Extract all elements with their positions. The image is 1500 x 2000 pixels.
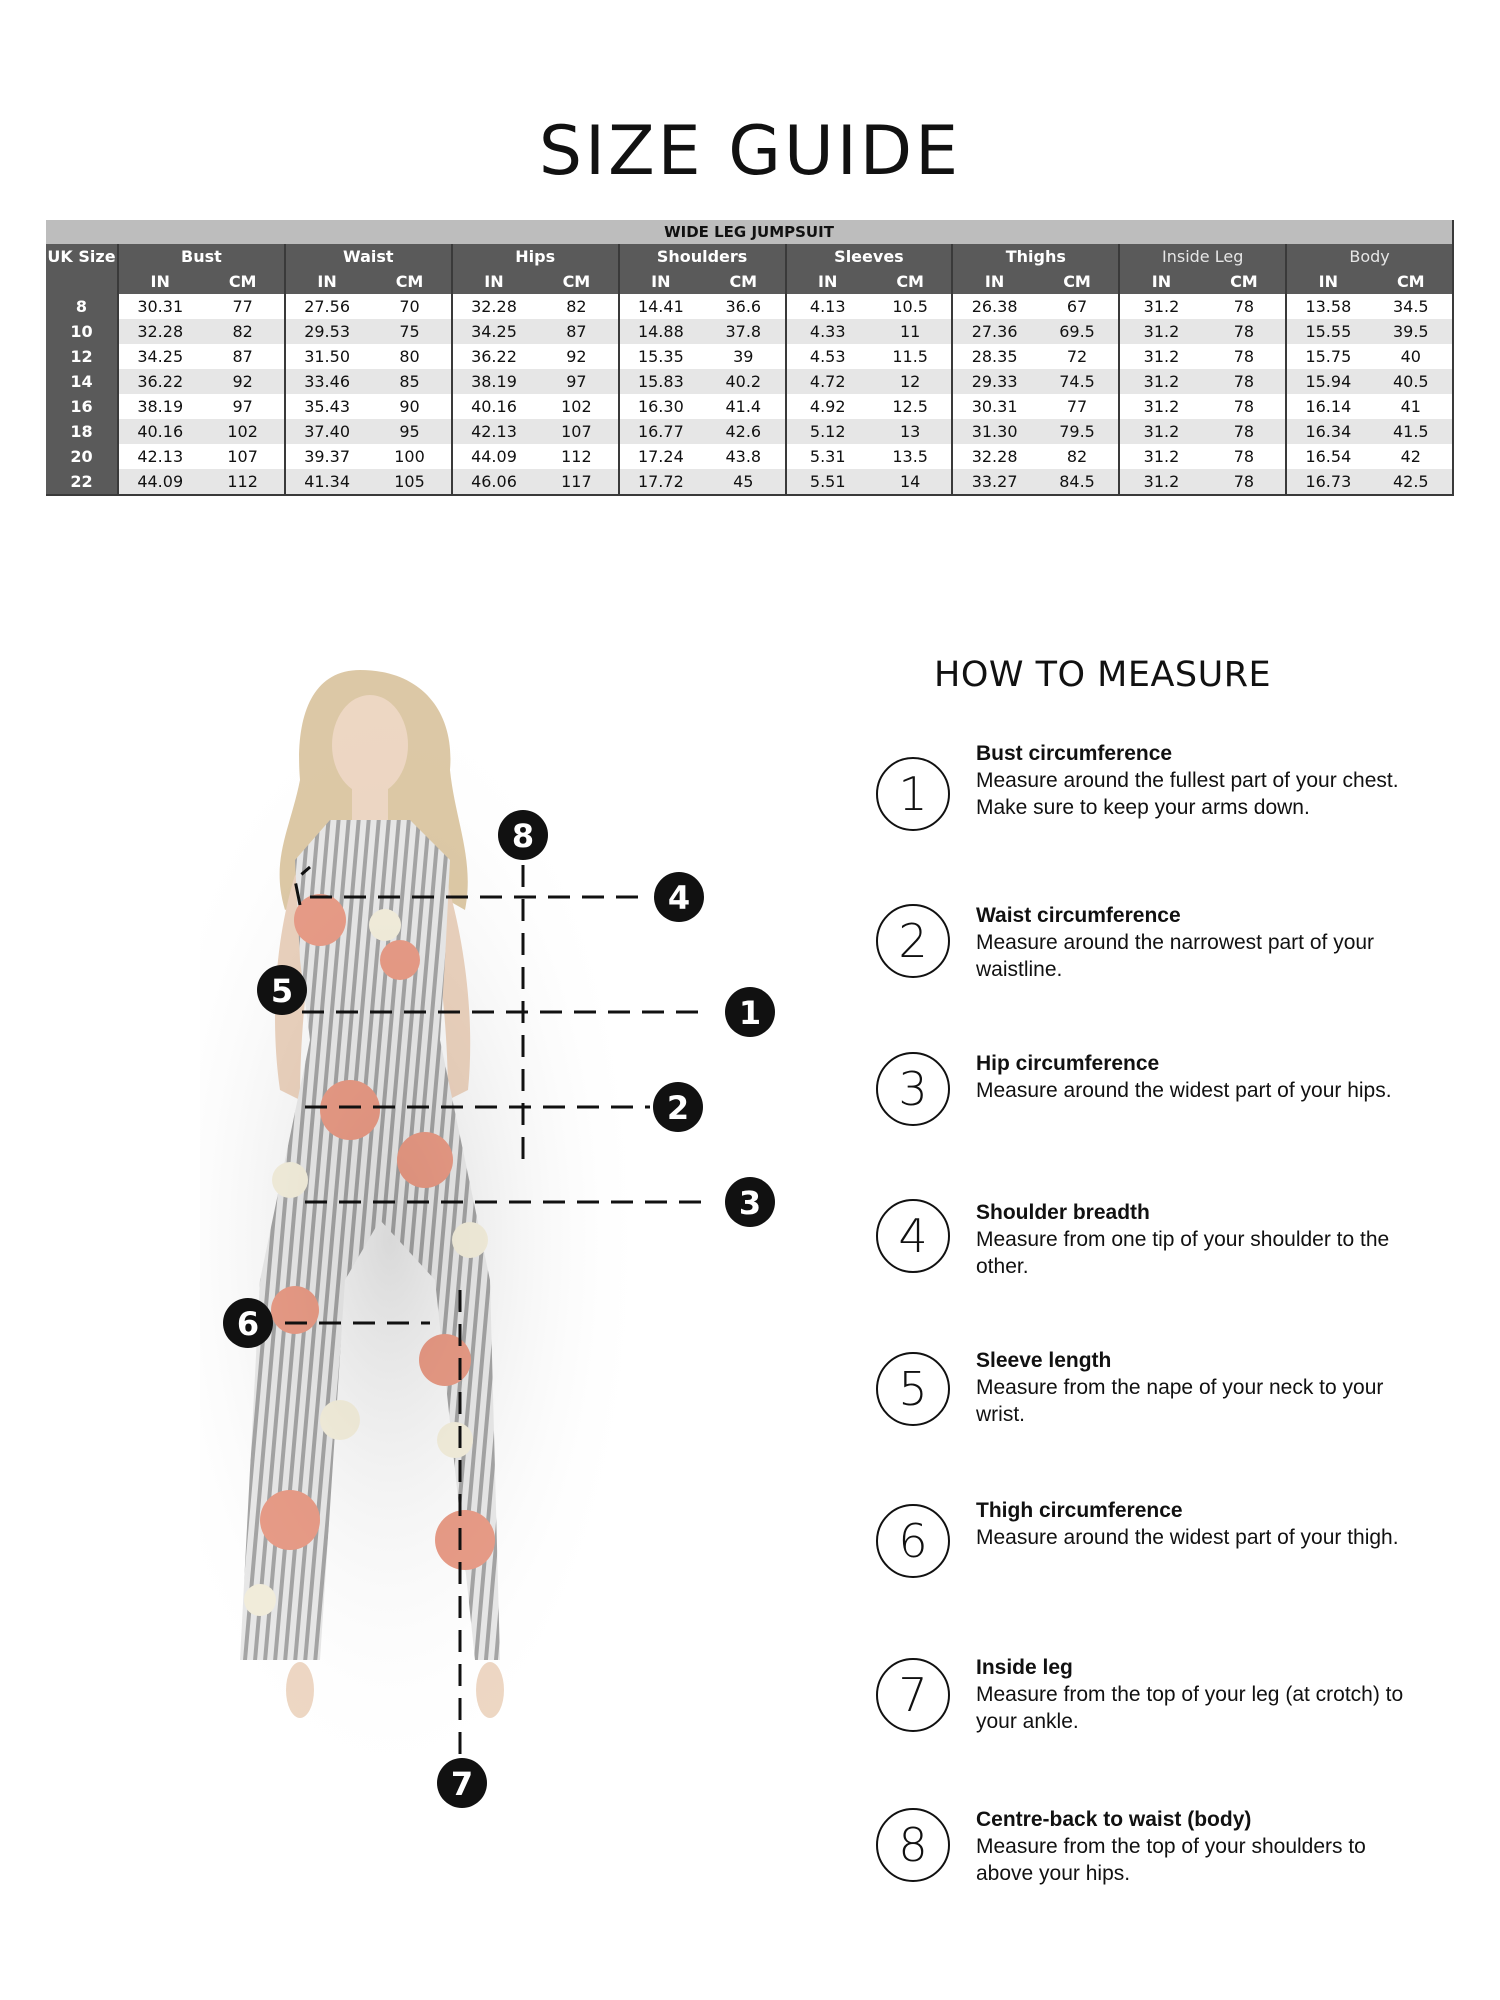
size-cell: 8 [46, 294, 118, 319]
table-cell: 42.5 [1370, 469, 1453, 495]
table-cell: 15.94 [1286, 369, 1369, 394]
table-cell: 10.5 [869, 294, 952, 319]
table-cell: 15.55 [1286, 319, 1369, 344]
table-cell: 78 [1203, 469, 1286, 495]
table-cell: 29.33 [952, 369, 1035, 394]
table-cell: 42.6 [702, 419, 785, 444]
page-title: SIZE GUIDE [538, 112, 962, 191]
table-cell: 78 [1203, 344, 1286, 369]
table-cell: 87 [535, 319, 618, 344]
table-cell: 36.6 [702, 294, 785, 319]
unit-header-cm: CM [869, 269, 952, 294]
step-number-3: 3 [876, 1052, 950, 1126]
table-cell: 35.43 [285, 394, 368, 419]
table-cell: 70 [368, 294, 451, 319]
table-cell: 16.14 [1286, 394, 1369, 419]
step-heading: Thigh circumference [976, 1499, 1183, 1522]
table-cell: 39.37 [285, 444, 368, 469]
table-cell: 14.88 [619, 319, 702, 344]
unit-header-in: IN [952, 269, 1035, 294]
table-cell: 95 [368, 419, 451, 444]
unit-header-blank [46, 269, 118, 294]
marker-5 [257, 965, 307, 1015]
table-cell: 33.27 [952, 469, 1035, 495]
size-table [46, 220, 1454, 496]
table-cell: 31.2 [1119, 394, 1202, 419]
table-cell: 90 [368, 394, 451, 419]
table-cell: 97 [535, 369, 618, 394]
step-text: Measure around the narrowest part of your waistline. [976, 931, 1375, 981]
unit-header-in: IN [452, 269, 535, 294]
step-number-1: 1 [876, 757, 950, 831]
table-cell: 15.35 [619, 344, 702, 369]
table-cell: 78 [1203, 394, 1286, 419]
step-sleeve [876, 1347, 1436, 1447]
table-cell: 4.53 [786, 344, 869, 369]
unit-header-in: IN [619, 269, 702, 294]
table-cell: 36.22 [452, 344, 535, 369]
table-cell: 14 [869, 469, 952, 495]
table-cell: 112 [535, 444, 618, 469]
table-cell: 30.31 [952, 394, 1035, 419]
table-cell: 44.09 [118, 469, 201, 495]
table-cell: 37.40 [285, 419, 368, 444]
step-text: Measure around the widest part of your hips. [976, 1079, 1392, 1102]
table-cell: 15.83 [619, 369, 702, 394]
step-heading: Sleeve length [976, 1349, 1112, 1372]
marker-1 [725, 987, 775, 1037]
step-body [876, 1806, 1436, 1906]
size-cell: 10 [46, 319, 118, 344]
table-caption-row [46, 220, 1453, 244]
table-cell: 42 [1370, 444, 1453, 469]
size-cell: 16 [46, 394, 118, 419]
table-cell: 31.2 [1119, 469, 1202, 495]
table-cell: 45 [702, 469, 785, 495]
unit-header-cm: CM [368, 269, 451, 294]
unit-header-in: IN [786, 269, 869, 294]
group-header-sleeves: Sleeves [786, 244, 953, 269]
size-header: UK Size [46, 244, 118, 269]
table-cell: 15.75 [1286, 344, 1369, 369]
table-cell: 105 [368, 469, 451, 495]
unit-header-in: IN [1286, 269, 1369, 294]
table-cell: 16.34 [1286, 419, 1369, 444]
table-cell: 41.5 [1370, 419, 1453, 444]
marker-2 [653, 1082, 703, 1132]
table-cell: 78 [1203, 369, 1286, 394]
unit-header-cm: CM [1370, 269, 1453, 294]
table-cell: 39 [702, 344, 785, 369]
size-cell: 22 [46, 469, 118, 495]
group-header-shoulders: Shoulders [619, 244, 786, 269]
unit-header-row [46, 269, 1453, 294]
table-cell: 28.35 [952, 344, 1035, 369]
unit-header-cm: CM [1036, 269, 1119, 294]
table-cell: 40.16 [118, 419, 201, 444]
table-cell: 12 [869, 369, 952, 394]
table-cell: 82 [1036, 444, 1119, 469]
table-cell: 42.13 [118, 444, 201, 469]
table-cell: 92 [535, 344, 618, 369]
table-cell: 102 [201, 419, 284, 444]
marker-3 [725, 1177, 775, 1227]
table-cell: 13.58 [1286, 294, 1369, 319]
table-cell: 27.36 [952, 319, 1035, 344]
table-row [46, 294, 1453, 319]
table-cell: 40.2 [702, 369, 785, 394]
how-to-measure-title: HOW TO MEASURE [934, 655, 1272, 695]
table-cell: 84.5 [1036, 469, 1119, 495]
group-header-thighs: Thighs [952, 244, 1119, 269]
table-cell: 72 [1036, 344, 1119, 369]
size-cell: 14 [46, 369, 118, 394]
table-cell: 31.50 [285, 344, 368, 369]
table-cell: 17.24 [619, 444, 702, 469]
table-row [46, 394, 1453, 419]
svg-text:7: 7 [450, 1765, 474, 1803]
table-cell: 33.46 [285, 369, 368, 394]
table-cell: 67 [1036, 294, 1119, 319]
table-cell: 4.72 [786, 369, 869, 394]
svg-text:1: 1 [738, 994, 762, 1032]
table-cell: 79.5 [1036, 419, 1119, 444]
table-cell: 37.8 [702, 319, 785, 344]
step-text: Measure from the top of your shoulders to above your hips. [976, 1835, 1366, 1885]
table-cell: 13 [869, 419, 952, 444]
table-cell: 40.16 [452, 394, 535, 419]
step-number-8: 8 [876, 1808, 950, 1882]
step-text: Measure around the widest part of your thigh. [976, 1526, 1399, 1549]
table-cell: 75 [368, 319, 451, 344]
table-cell: 31.2 [1119, 344, 1202, 369]
step-number-4: 4 [876, 1199, 950, 1273]
table-cell: 87 [201, 344, 284, 369]
group-header-inside-leg: Inside Leg [1119, 244, 1286, 269]
step-heading: Centre-back to waist (body) [976, 1808, 1252, 1831]
table-cell: 112 [201, 469, 284, 495]
table-cell: 107 [201, 444, 284, 469]
table-cell: 11.5 [869, 344, 952, 369]
svg-text:5: 5 [270, 972, 294, 1010]
table-cell: 16.54 [1286, 444, 1369, 469]
group-header-bust: Bust [118, 244, 285, 269]
table-cell: 17.72 [619, 469, 702, 495]
step-number-6: 6 [876, 1504, 950, 1578]
table-row [46, 444, 1453, 469]
svg-text:3: 3 [738, 1184, 762, 1222]
table-cell: 34.25 [118, 344, 201, 369]
table-cell: 38.19 [118, 394, 201, 419]
unit-header-in: IN [285, 269, 368, 294]
table-cell: 77 [201, 294, 284, 319]
table-cell: 82 [201, 319, 284, 344]
size-cell: 20 [46, 444, 118, 469]
unit-header-cm: CM [1203, 269, 1286, 294]
table-cell: 42.13 [452, 419, 535, 444]
marker-4 [654, 872, 704, 922]
table-cell: 82 [535, 294, 618, 319]
step-shoulder [876, 1199, 1436, 1299]
table-cell: 80 [368, 344, 451, 369]
table-cell: 100 [368, 444, 451, 469]
table-row [46, 369, 1453, 394]
table-cell: 31.2 [1119, 369, 1202, 394]
unit-header-cm: CM [702, 269, 785, 294]
step-heading: Hip circumference [976, 1052, 1160, 1075]
table-cell: 4.13 [786, 294, 869, 319]
table-cell: 85 [368, 369, 451, 394]
step-heading: Shoulder breadth [976, 1201, 1150, 1224]
table-cell: 117 [535, 469, 618, 495]
size-cell: 18 [46, 419, 118, 444]
table-cell: 34.25 [452, 319, 535, 344]
table-cell: 16.73 [1286, 469, 1369, 495]
svg-text:2: 2 [666, 1089, 690, 1127]
step-text: Measure around the fullest part of your chest. Make sure to keep your arms down. [976, 769, 1399, 819]
table-cell: 5.51 [786, 469, 869, 495]
step-waist [876, 902, 1436, 1002]
step-hips [876, 1050, 1436, 1150]
jumpsuit-figure [200, 660, 800, 1860]
unit-header-in: IN [1119, 269, 1202, 294]
group-header-waist: Waist [285, 244, 452, 269]
table-cell: 69.5 [1036, 319, 1119, 344]
table-cell: 16.30 [619, 394, 702, 419]
unit-header-in: IN [118, 269, 201, 294]
step-bust [876, 740, 1436, 840]
table-cell: 78 [1203, 294, 1286, 319]
table-cell: 5.31 [786, 444, 869, 469]
table-cell: 78 [1203, 319, 1286, 344]
table-cell: 78 [1203, 444, 1286, 469]
table-cell: 13.5 [869, 444, 952, 469]
table-cell: 31.2 [1119, 319, 1202, 344]
table-row [46, 469, 1453, 495]
step-number-5: 5 [876, 1352, 950, 1426]
table-row [46, 319, 1453, 344]
table-cell: 44.09 [452, 444, 535, 469]
svg-text:4: 4 [667, 879, 691, 917]
table-cell: 97 [201, 394, 284, 419]
table-cell: 41.4 [702, 394, 785, 419]
size-cell: 12 [46, 344, 118, 369]
table-cell: 40 [1370, 344, 1453, 369]
table-cell: 38.19 [452, 369, 535, 394]
table-cell: 74.5 [1036, 369, 1119, 394]
table-caption: WIDE LEG JUMPSUIT [46, 220, 1453, 244]
step-heading: Inside leg [976, 1656, 1073, 1679]
table-cell: 46.06 [452, 469, 535, 495]
table-cell: 32.28 [118, 319, 201, 344]
step-text: Measure from the nape of your neck to your wrist. [976, 1376, 1384, 1426]
table-cell: 29.53 [285, 319, 368, 344]
table-cell: 41 [1370, 394, 1453, 419]
step-heading: Waist circumference [976, 904, 1181, 927]
svg-text:8: 8 [511, 817, 535, 855]
group-header-row [46, 244, 1453, 269]
group-header-body: Body [1286, 244, 1453, 269]
table-cell: 12.5 [869, 394, 952, 419]
table-cell: 4.92 [786, 394, 869, 419]
step-number-2: 2 [876, 904, 950, 978]
table-cell: 27.56 [285, 294, 368, 319]
table-cell: 43.8 [702, 444, 785, 469]
table-cell: 16.77 [619, 419, 702, 444]
step-inside-leg [876, 1654, 1436, 1754]
table-cell: 41.34 [285, 469, 368, 495]
table-cell: 14.41 [619, 294, 702, 319]
table-cell: 31.2 [1119, 419, 1202, 444]
unit-header-cm: CM [201, 269, 284, 294]
table-cell: 107 [535, 419, 618, 444]
step-text: Measure from one tip of your shoulder to the other. [976, 1228, 1390, 1278]
table-cell: 4.33 [786, 319, 869, 344]
table-cell: 26.38 [952, 294, 1035, 319]
table-cell: 39.5 [1370, 319, 1453, 344]
table-cell: 77 [1036, 394, 1119, 419]
table-cell: 102 [535, 394, 618, 419]
group-header-hips: Hips [452, 244, 619, 269]
table-cell: 5.12 [786, 419, 869, 444]
marker-6 [223, 1298, 273, 1348]
marker-8 [498, 810, 548, 860]
table-cell: 30.31 [118, 294, 201, 319]
step-thigh [876, 1497, 1436, 1597]
step-text: Measure from the top of your leg (at crotch) to your ankle. [976, 1683, 1404, 1733]
table-cell: 31.30 [952, 419, 1035, 444]
table-cell: 78 [1203, 419, 1286, 444]
step-number-7: 7 [876, 1658, 950, 1732]
table-cell: 31.2 [1119, 294, 1202, 319]
table-cell: 36.22 [118, 369, 201, 394]
jumpsuit-illustration [200, 660, 800, 1860]
unit-header-cm: CM [535, 269, 618, 294]
table-cell: 11 [869, 319, 952, 344]
table-cell: 34.5 [1370, 294, 1453, 319]
table-row [46, 419, 1453, 444]
table-cell: 40.5 [1370, 369, 1453, 394]
table-cell: 31.2 [1119, 444, 1202, 469]
table-cell: 92 [201, 369, 284, 394]
marker-7 [437, 1758, 487, 1808]
step-heading: Bust circumference [976, 742, 1173, 765]
table-cell: 32.28 [952, 444, 1035, 469]
table-cell: 32.28 [452, 294, 535, 319]
table-row [46, 344, 1453, 369]
svg-text:6: 6 [236, 1305, 260, 1343]
